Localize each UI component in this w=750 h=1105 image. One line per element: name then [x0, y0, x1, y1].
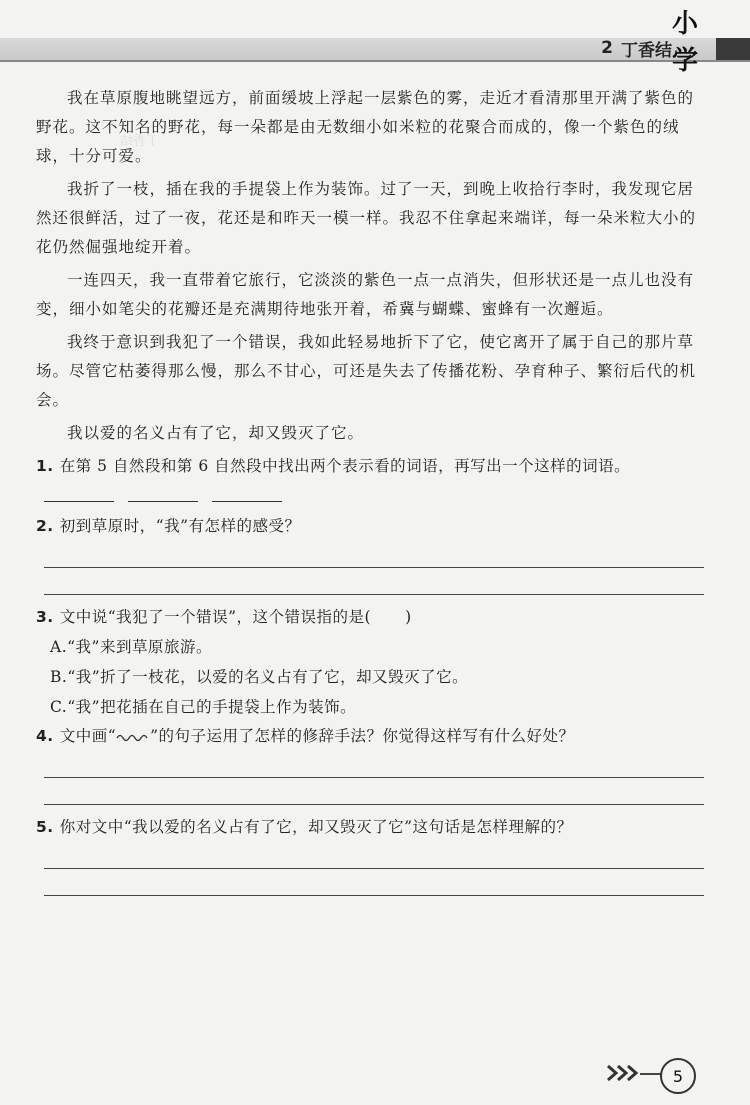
bleed-through: 丁香结 [120, 134, 160, 149]
chapter-title: 丁香结 [621, 40, 672, 61]
page-content [36, 84, 706, 896]
question-number: 2. [36, 517, 54, 535]
question-number: 1. [36, 457, 54, 475]
answer-line[interactable] [44, 751, 704, 778]
answer-blank[interactable] [128, 487, 198, 502]
page-number: 5 [660, 1058, 696, 1094]
question-number: 5. [36, 818, 54, 836]
question-text: 你对文中“我以爱的名义占有了它，却又毁灭了它”这句话是怎样理解的？ [59, 818, 573, 836]
answer-line[interactable] [44, 778, 704, 805]
question-text: 在第 5 自然段和第 6 自然段中找出两个表示看的词语，再写出一个这样的词语。 [59, 457, 631, 475]
wavy-underline-icon [116, 732, 150, 742]
chapter-header [601, 33, 672, 63]
choice-option-c[interactable]: C.“我”把花插在自己的手提袋上作为装饰。 [50, 698, 357, 716]
passage-paragraph: 我终于意识到我犯了一个错误，我如此轻易地折下了它，使它离开了属于自己的那片草场。尽管它枯萎得那么慢，那么不甘心，可还是失去了传播花粉、孕育种子、繁衍后代的机会。 [36, 333, 697, 409]
question-number: 3. [36, 608, 54, 626]
question-text: 文中说“我犯了一个错误”，这个错误指的是( [59, 608, 372, 626]
answer-line[interactable] [44, 568, 704, 595]
chapter-number: 2 [601, 38, 613, 58]
question-1 [36, 452, 706, 481]
series-logo: 小学 [672, 9, 699, 76]
question-2 [36, 512, 706, 541]
question-3 [36, 603, 706, 632]
question-4 [36, 722, 706, 751]
header-tab [716, 38, 750, 60]
question-text-end: ”的句子运用了怎样的修辞手法？你觉得这样写有什么好处？ [150, 727, 575, 745]
answer-line[interactable] [44, 842, 704, 869]
question-text: 文中画“ [59, 727, 117, 745]
question-text: 初到草原时，“我”有怎样的感受？ [59, 517, 301, 535]
question-5 [36, 813, 706, 842]
passage-paragraph: 一连四天，我一直带着它旅行，它淡淡的紫色一点一点消失，但形状还是一点儿也没有变，细小如笔尖的花瓣还是充满期待地张开着，希冀与蝴蝶、蜜蜂有一次邂逅。 [36, 271, 695, 318]
choice-option-b[interactable]: B.“我”折了一枝花，以爱的名义占有了它，却又毁灭了它。 [50, 668, 469, 686]
answer-line[interactable] [44, 869, 704, 896]
answer-line[interactable] [44, 541, 704, 568]
answer-blank[interactable] [44, 487, 114, 502]
answer-blanks [44, 487, 706, 502]
question-number: 4. [36, 727, 54, 745]
question-text-end: ) [405, 608, 412, 626]
passage-paragraph: 我以爱的名义占有了它，却又毁灭了它。 [67, 424, 365, 442]
passage-paragraph: 我折了一枝，插在我的手提袋上作为装饰。过了一天，到晚上收拾行李时，我发现它居然还很鲜活，过了一夜，花还是和昨天一模一样。我忍不住拿起来端详，每一朵米粒大小的花仍然倔强地绽开着。 [36, 180, 697, 256]
passage-paragraph: 我在草原腹地眺望远方，前面缓坡上浮起一层紫色的雾，走近才看清那里开满了紫色的野花。这不知名的野花，每一朵都是由无数细小如米粒的花聚合而成的，像一个紫色的绒球，十分可爱。 [36, 89, 695, 165]
answer-blank[interactable] [212, 487, 282, 502]
choice-option-a[interactable]: A.“我”来到草原旅游。 [50, 638, 212, 656]
